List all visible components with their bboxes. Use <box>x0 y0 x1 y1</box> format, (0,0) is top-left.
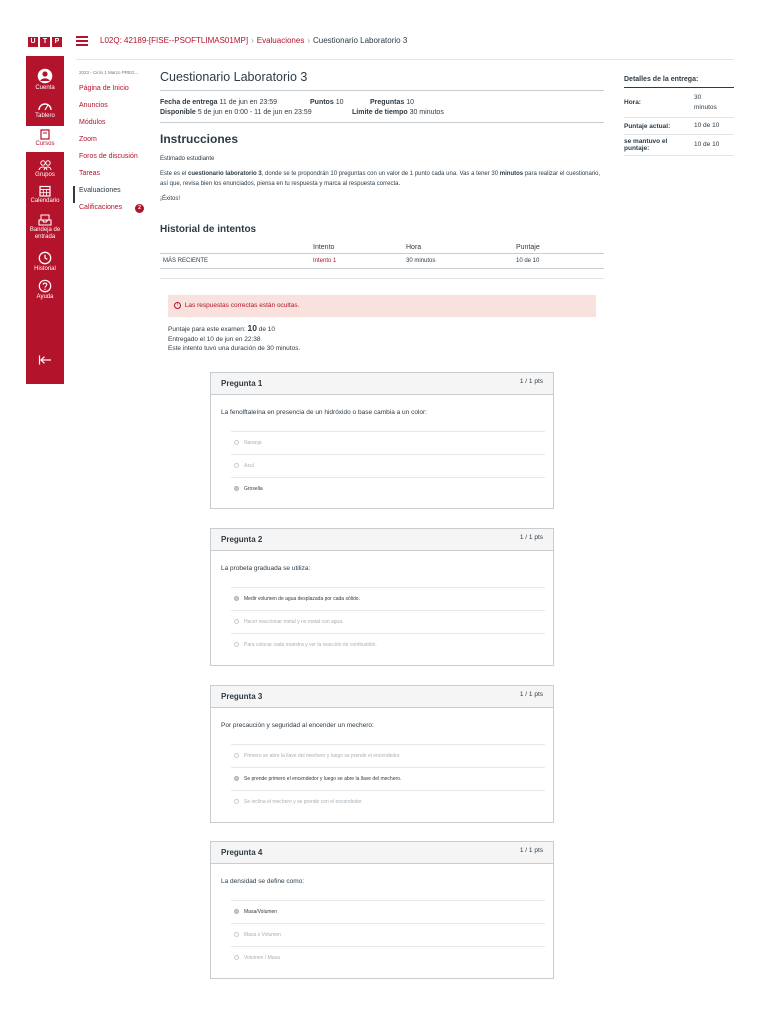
attempt-link[interactable]: Intento 1 <box>310 254 403 269</box>
question-header <box>211 373 553 395</box>
history-table <box>160 242 604 269</box>
time-limit-value: 30 minutos <box>409 109 444 116</box>
available-label: Disponible <box>160 109 196 116</box>
global-nav-label: Ayuda <box>36 294 54 300</box>
question-header <box>211 686 553 708</box>
breadcrumb-evaluaciones-link[interactable]: Evaluaciones <box>256 36 305 45</box>
instructions-greeting: Estimado estudiante <box>160 156 215 162</box>
question-card <box>210 841 554 979</box>
time-limit-label: Límite de tiempo <box>352 109 408 116</box>
question-name: Pregunta 2 <box>221 535 263 544</box>
radio-button-checked <box>234 596 239 601</box>
question-points: 1 / 1 pts <box>519 378 543 385</box>
question-text: Por precaución y seguridad al encender un mechero: <box>221 722 374 729</box>
course-nav <box>73 70 151 220</box>
divider <box>160 90 604 91</box>
answer-option-selected[interactable] <box>231 587 545 610</box>
question-name: Pregunta 3 <box>221 692 263 701</box>
global-nav-inbox[interactable] <box>26 214 64 241</box>
answer-option[interactable] <box>231 431 545 454</box>
course-nav-modules[interactable]: Módulos <box>79 119 106 126</box>
answer-text: Se inclina el mechero y se prende con el encendedor. <box>244 799 363 805</box>
grades-badge: 2 <box>135 204 144 213</box>
points-value: 10 <box>335 99 344 106</box>
submission-details <box>624 76 734 156</box>
instructions-bold: cuestionario laboratorio 3 <box>188 171 262 177</box>
course-nav-discussions[interactable]: Foros de discusión <box>79 153 138 160</box>
info-icon: ! <box>174 302 181 309</box>
points-label: Puntos <box>310 99 334 106</box>
clock-icon <box>38 251 52 265</box>
course-term: 2023 - Ciclo 1 Marzo PREG... <box>79 70 139 75</box>
global-nav-label: Cuenta <box>35 85 55 91</box>
history-col-header: Puntaje <box>513 242 604 254</box>
instructions-bold: minutos <box>499 171 524 177</box>
answer-option[interactable] <box>231 633 545 656</box>
answer-option[interactable] <box>231 454 545 477</box>
score-line <box>168 324 604 335</box>
answer-text: Hacer reaccionar metal y no metal con agua. <box>244 619 344 625</box>
question-text: La probeta graduada se utiliza: <box>221 565 311 572</box>
details-value: 30 minutos <box>694 93 717 111</box>
radio-button-checked <box>234 486 239 491</box>
radio-button <box>234 932 239 937</box>
details-value: 10 de 10 <box>694 122 720 129</box>
book-icon <box>40 129 50 140</box>
groups-icon <box>38 159 52 171</box>
course-nav-grades[interactable] <box>73 203 151 220</box>
global-nav-label: Grupos <box>35 172 55 178</box>
submitted-line: Entregado el 10 de jun en 22:38 <box>168 335 261 343</box>
global-nav-label: Cursos <box>35 141 55 147</box>
answer-option-selected[interactable] <box>231 900 545 923</box>
score-value: 10 <box>247 323 257 333</box>
details-label: Puntaje actual: <box>624 122 671 130</box>
answer-option[interactable] <box>231 744 545 767</box>
global-nav-label: Bandeja de entrada <box>29 227 61 240</box>
question-card <box>210 685 554 823</box>
logo-letter: P <box>52 37 62 47</box>
history-score: 10 de 10 <box>513 254 604 269</box>
course-nav-quizzes[interactable]: Evaluaciones <box>73 186 151 203</box>
questions-label: Preguntas <box>370 99 405 106</box>
radio-button-checked <box>234 776 239 781</box>
collapse-nav-button[interactable] <box>26 354 64 368</box>
course-nav-grades-label: Calificaciones <box>79 204 123 211</box>
instructions-text: , donde se te propondrán 10 preguntas con un valor de 1 punto cada una. Vas a tener 30 <box>261 171 500 177</box>
quiz-meta <box>160 98 604 122</box>
global-nav-calendar[interactable] <box>26 185 64 205</box>
answer-text: Masa x Volumen <box>244 932 281 938</box>
divider <box>160 122 604 123</box>
calendar-icon <box>39 185 51 197</box>
answers-hidden-alert <box>168 295 596 317</box>
course-nav-assignments[interactable]: Tareas <box>79 170 101 177</box>
question-text: La fenolftaleína en presencia de un hidróxido o base cambia a un color: <box>221 409 427 416</box>
radio-button <box>234 955 239 960</box>
answer-option[interactable] <box>231 790 545 813</box>
history-header-row <box>160 242 604 254</box>
user-icon <box>37 68 53 84</box>
radio-button-checked <box>234 909 239 914</box>
answer-option[interactable] <box>231 610 545 633</box>
history-col-header: Hora <box>403 242 513 254</box>
details-label: Hora: <box>624 99 641 106</box>
global-nav <box>26 28 64 384</box>
global-nav-help[interactable] <box>26 279 64 301</box>
instructions-text: para realizar el cuestionario, así que, revisa bien los enunciados, piensa en tu respuesta y marca al respuesta correcta. <box>160 171 601 187</box>
global-nav-label: Historial <box>34 266 56 272</box>
answer-option-selected[interactable] <box>231 767 545 790</box>
instructions-title: Instrucciones <box>160 132 239 146</box>
global-nav-history[interactable] <box>26 251 64 273</box>
inbox-icon <box>38 214 52 226</box>
course-nav-home[interactable]: Página de Inicio <box>79 85 129 92</box>
global-nav-label: Calendario <box>30 198 60 204</box>
score-suffix: de 10 <box>256 326 276 333</box>
radio-button <box>234 463 239 468</box>
main-content <box>160 70 604 354</box>
instructions-body <box>160 169 604 189</box>
alert-text: Las respuestas correctas están ocultas. <box>184 302 300 309</box>
answer-option[interactable] <box>231 923 545 946</box>
course-nav-zoom[interactable]: Zoom <box>79 136 97 143</box>
global-nav-dashboard[interactable] <box>26 100 64 120</box>
answer-text: Masa/Volumen <box>244 909 278 915</box>
answer-text: Volumen / Masa <box>244 955 280 961</box>
details-row <box>624 135 734 156</box>
instructions-text: Este es el <box>160 171 189 177</box>
answer-option[interactable] <box>231 946 545 969</box>
history-time: 30 minutos <box>403 254 513 269</box>
answer-text: Grosella <box>244 486 263 492</box>
radio-button <box>234 799 239 804</box>
global-nav-groups[interactable] <box>26 159 64 179</box>
duration-line: Este intento tuvo una duración de 30 minutos. <box>168 345 301 352</box>
divider <box>160 278 604 279</box>
page-title: Cuestionario Laboratorio 3 <box>160 70 308 84</box>
breadcrumb-current: Cuestionario Laboratorio 3 <box>313 36 408 45</box>
history-col-header <box>160 242 310 254</box>
collapse-arrow-icon <box>38 355 52 365</box>
utp-logo[interactable] <box>26 28 64 56</box>
question-text: La densidad se define como: <box>221 878 305 885</box>
details-row <box>624 88 734 118</box>
logo-letter: U <box>28 37 38 47</box>
answer-text: Para colocar cada muestra y ver la reacción de combustión. <box>244 642 377 648</box>
answer-text: Primero se abre la llave del mechero y luego se prende el encendedor. <box>244 753 401 759</box>
question-header <box>211 842 553 864</box>
radio-button <box>234 753 239 758</box>
available-value: 5 de jun en 0:00 - 11 de jun en 23:59 <box>197 109 312 116</box>
page-header <box>76 34 734 60</box>
course-nav-announcements[interactable]: Anuncios <box>79 102 108 109</box>
answer-option-selected[interactable] <box>231 477 545 500</box>
global-nav-label: Tablero <box>35 113 55 119</box>
logo-letter: T <box>40 37 50 47</box>
dashboard-icon <box>38 100 52 112</box>
history-title: Historial de intentos <box>160 224 257 235</box>
question-header <box>211 529 553 551</box>
answer-text: Azul <box>244 463 254 469</box>
answer-text: Se prende primero el encendedor y luego se abre la llave del mechero. <box>244 776 402 782</box>
details-value: 10 de 10 <box>694 141 720 148</box>
due-value: 11 de jun en 23:59 <box>219 99 278 106</box>
question-points: 1 / 1 pts <box>519 847 543 854</box>
radio-button <box>234 619 239 624</box>
question-name: Pregunta 4 <box>221 848 263 857</box>
history-col-header: Intento <box>310 242 403 254</box>
question-points: 1 / 1 pts <box>519 691 543 698</box>
global-nav-account[interactable] <box>26 68 64 92</box>
question-card <box>210 528 554 666</box>
questions-value: 10 <box>406 99 414 106</box>
question-points: 1 / 1 pts <box>519 534 543 541</box>
breadcrumb-separator: › <box>251 36 254 45</box>
due-label: Fecha de entrega <box>160 99 218 106</box>
history-row-label: MÁS RECIENTE <box>160 254 310 269</box>
global-nav-courses[interactable] <box>26 126 64 152</box>
radio-button <box>234 642 239 647</box>
answer-text: Naranja <box>244 440 262 446</box>
breadcrumb-course-link[interactable]: L02Q: 42189-[FISE--PSOFTLIMAS01MP] <box>100 36 249 45</box>
instructions-closing: ¡Éxitos! <box>160 196 181 202</box>
details-row <box>624 118 734 135</box>
breadcrumb-separator: › <box>307 36 310 45</box>
details-title: Detalles de la entrega: <box>624 76 734 88</box>
question-name: Pregunta 1 <box>221 379 263 388</box>
breadcrumb <box>100 34 407 48</box>
details-label: se mantuvo el puntaje: <box>624 138 668 152</box>
table-row <box>160 254 604 269</box>
answer-text: Medir volumen de agua desplazada por cada sólido. <box>244 596 360 602</box>
help-icon <box>38 279 52 293</box>
radio-button <box>234 440 239 445</box>
attempt-summary <box>168 324 604 354</box>
hamburger-menu-icon[interactable] <box>76 36 88 46</box>
question-card <box>210 372 554 509</box>
score-prefix: Puntaje para este examen: <box>168 326 248 333</box>
